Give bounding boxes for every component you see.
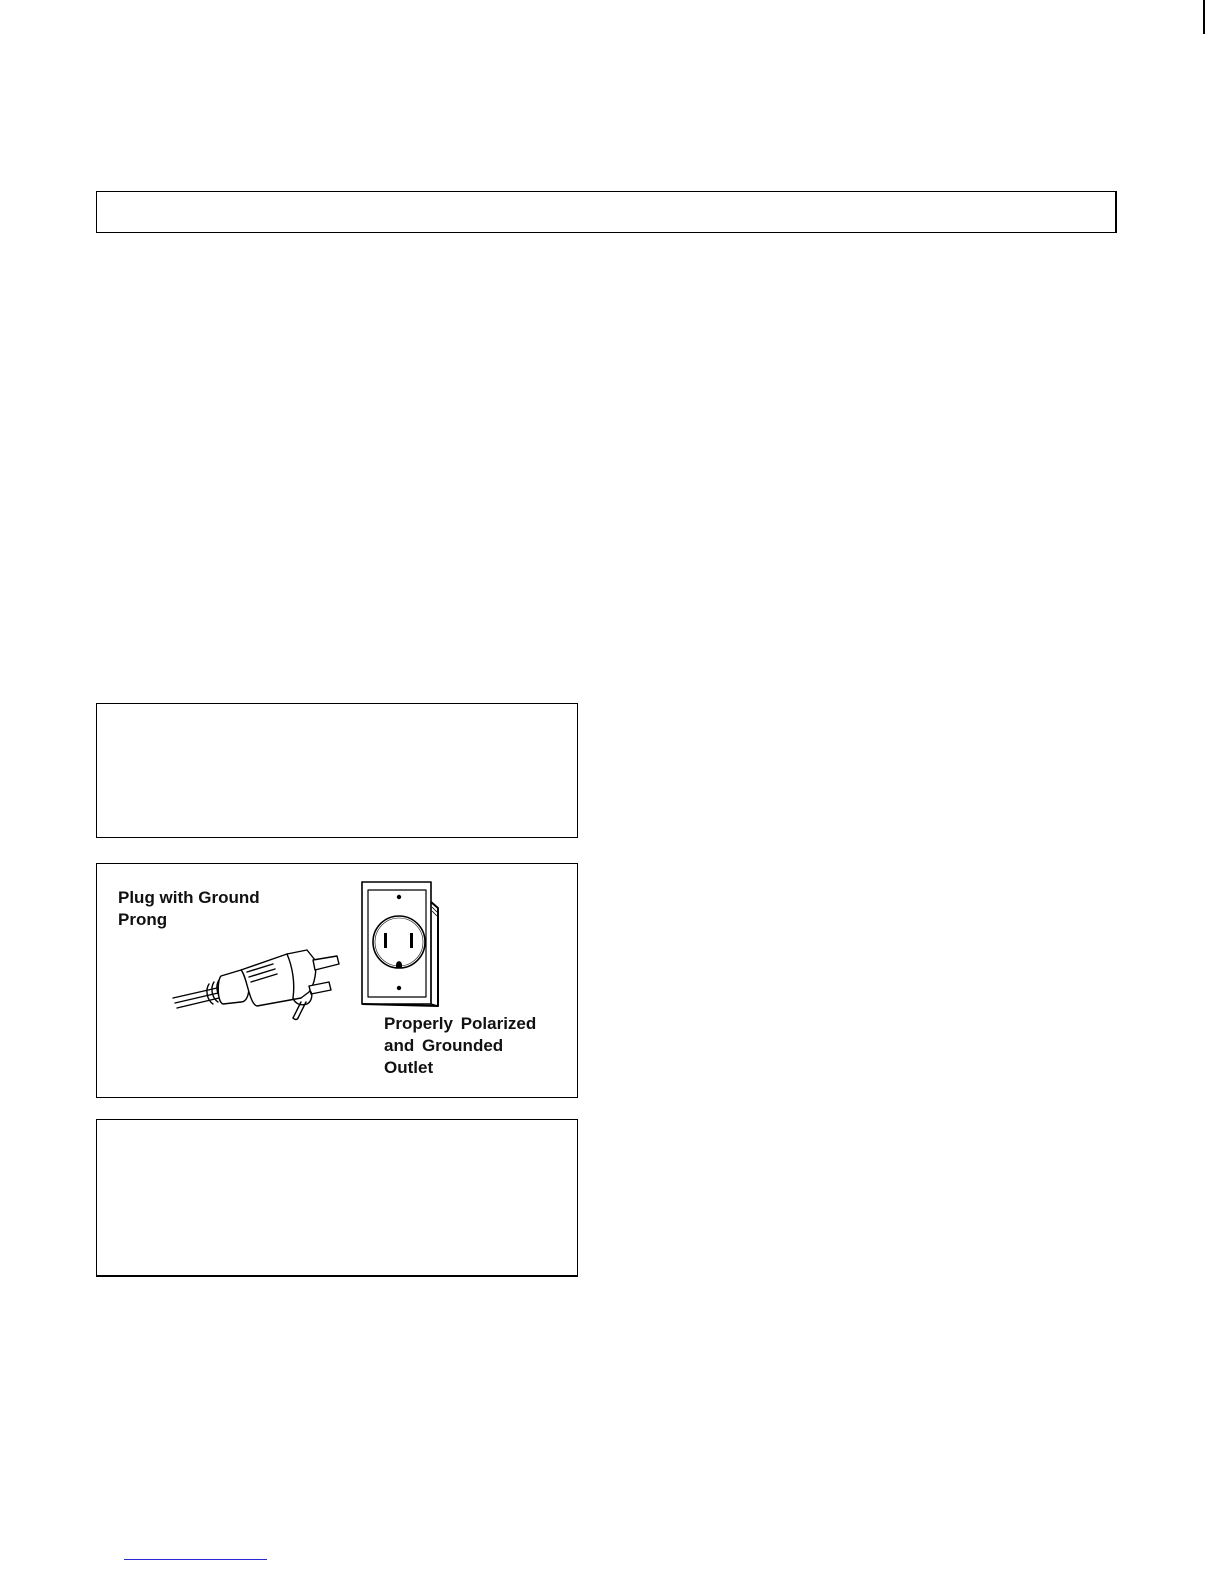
outlet-label: Properly Polarized and Grounded Outlet bbox=[384, 1014, 537, 1077]
top-right-rule bbox=[1203, 0, 1205, 34]
plug-label: Plug with Ground Prong bbox=[118, 888, 260, 929]
header-box bbox=[96, 191, 1117, 233]
grounded-plug-icon bbox=[173, 950, 339, 1020]
grounding-illustration-box bbox=[96, 863, 578, 1098]
notice-box-bottom bbox=[96, 1119, 578, 1277]
footer-link-underline[interactable] bbox=[124, 1559, 267, 1560]
notice-box-top bbox=[96, 703, 578, 838]
grounded-outlet-icon bbox=[362, 882, 438, 1006]
